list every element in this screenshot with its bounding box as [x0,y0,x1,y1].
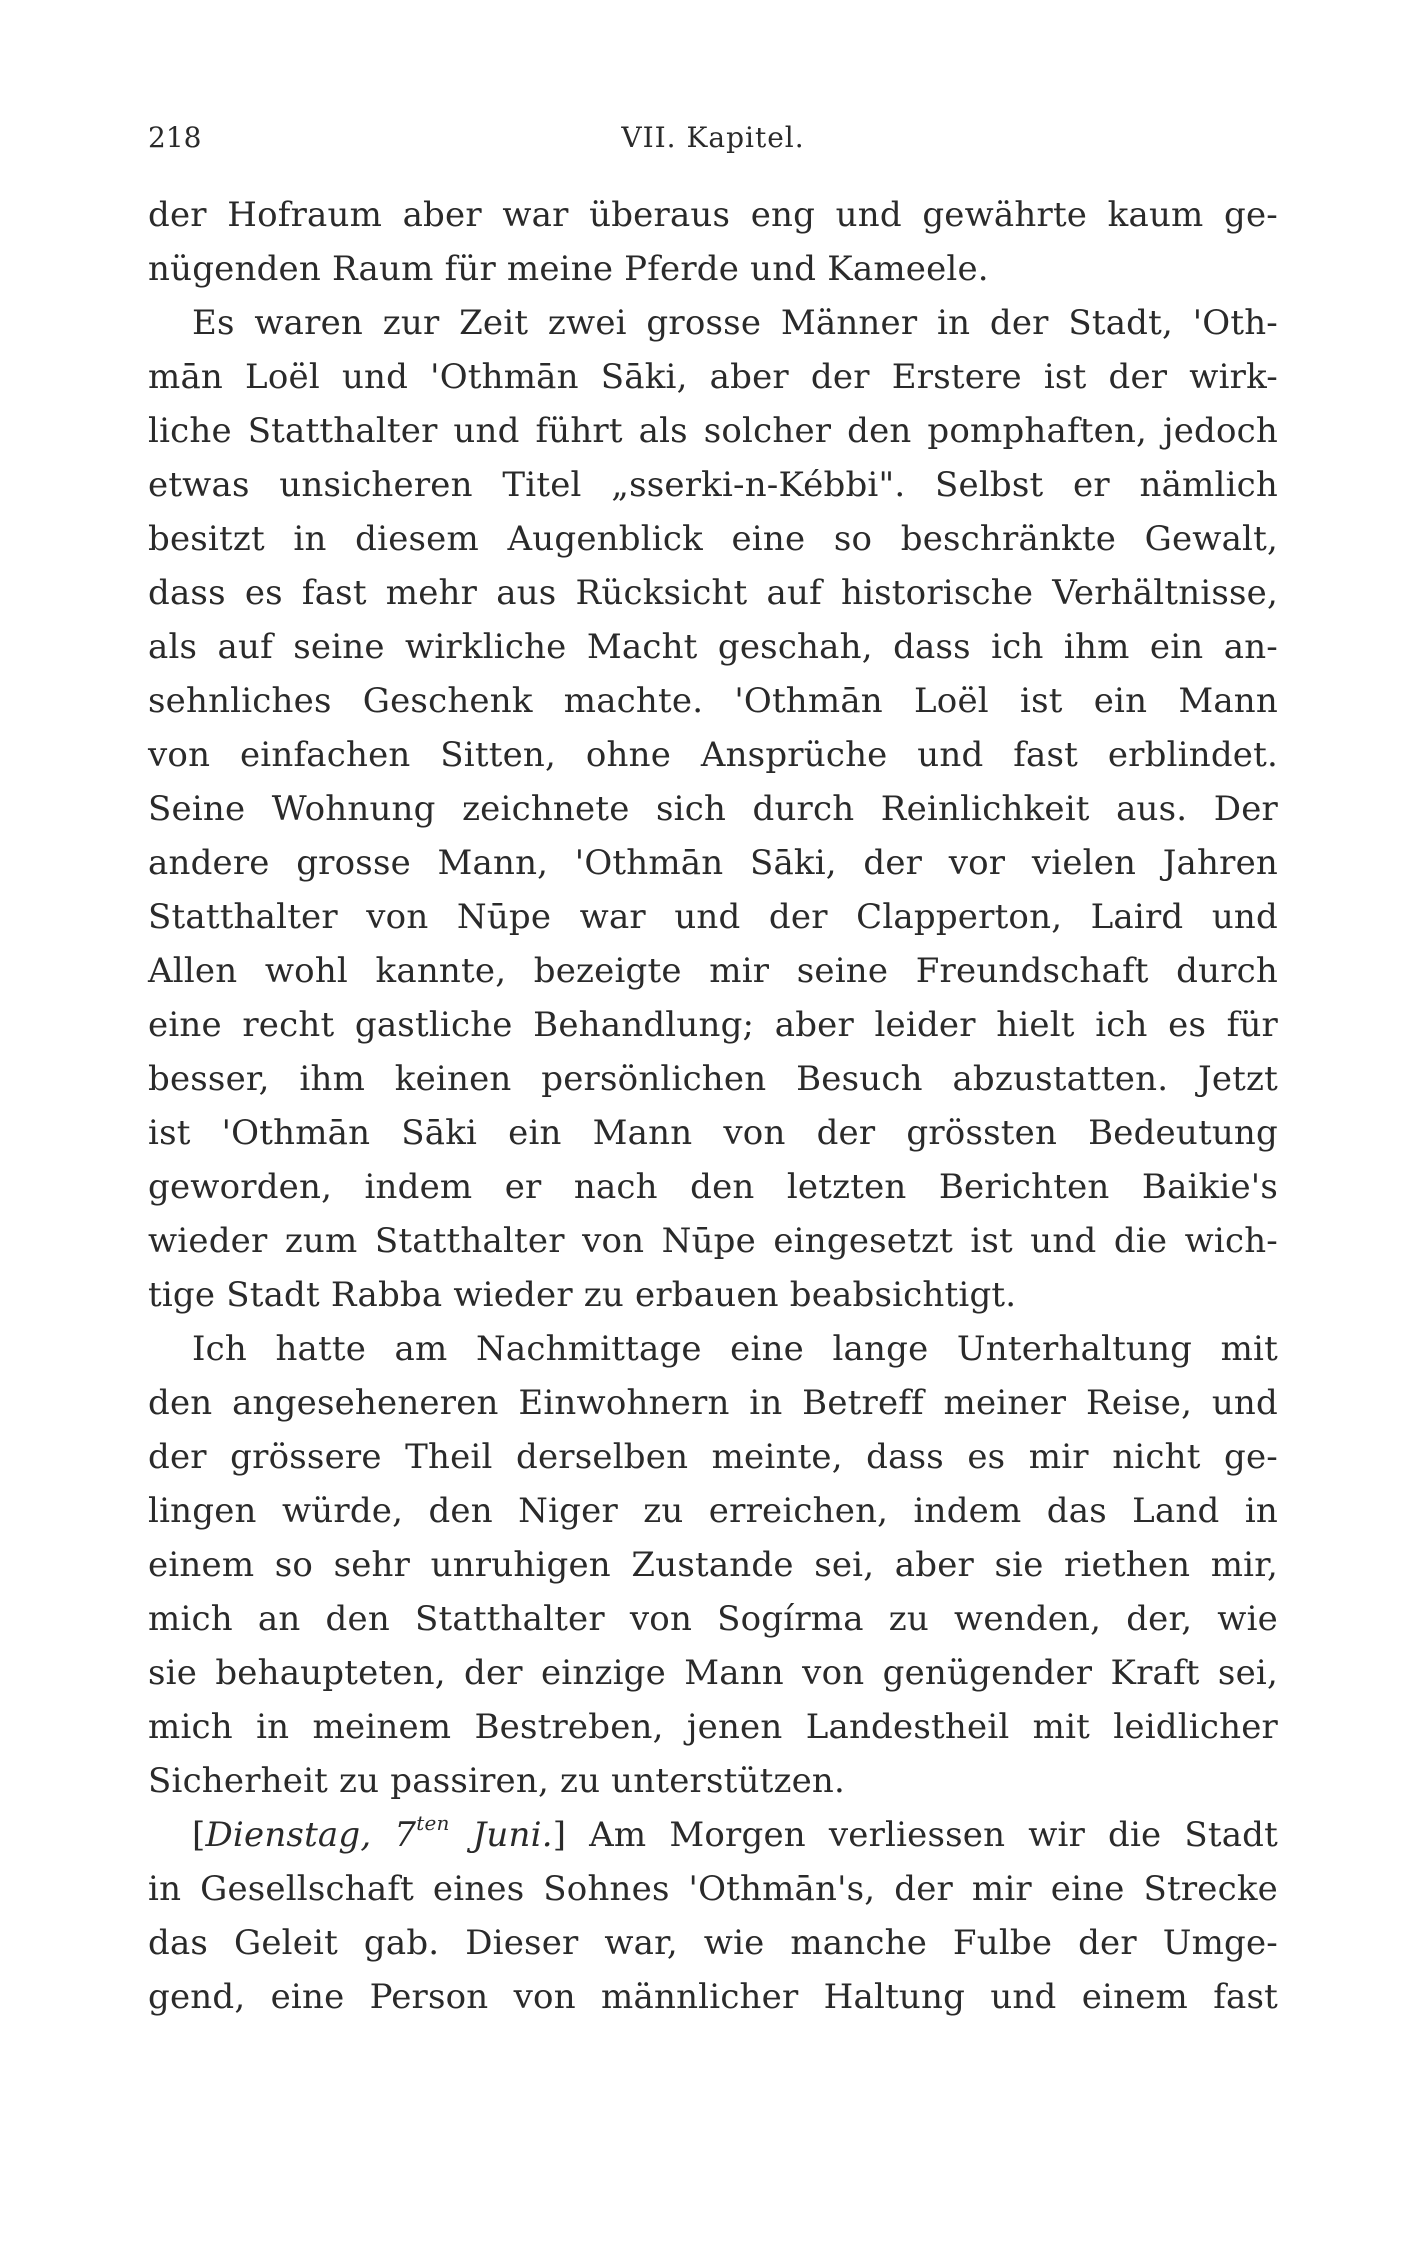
text-line: mān Loël und 'Othmān Sāki, aber der Erstere ist der wirk- [148,357,1278,397]
close-bracket: ] [552,1815,567,1855]
running-head [148,118,1278,158]
text-line: andere grosse Mann, 'Othmān Sāki, der vor vielen Jahren [148,843,1278,883]
date-note-rest: Am Morgen verliessen wir die Stadt [566,1815,1279,1855]
text-line: geworden, indem er nach den letzten Berichten Baikie's [148,1167,1278,1207]
text-line: Statthalter von Nūpe war und der Clapperton, Laird und [148,897,1278,937]
text-line: Es waren zur Zeit zwei grosse Männer in der Stadt, 'Oth- [192,303,1278,343]
text-line: Allen wohl kannte, bezeigte mir seine Freundschaft durch [148,951,1278,991]
text-line: gend, eine Person von männlicher Haltung und einem fast [148,1977,1278,2017]
text-line: wieder zum Statthalter von Nūpe eingesetzt ist und die wich- [148,1221,1278,1261]
text-line: von einfachen Sitten, ohne Ansprüche und fast erblindet. [148,735,1278,775]
text-line: dass es fast mehr aus Rücksicht auf historische Verhältnisse, [148,573,1278,613]
text-line: in Gesellschaft eines Sohnes 'Othmān's, der mir eine Strecke [148,1869,1278,1909]
body-text [148,188,1278,2024]
text-line: nügenden Raum für meine Pferde und Kameele. [148,249,989,289]
text-line: etwas unsicheren Titel „sserki-n-Kébbi". Selbst er nämlich [148,465,1278,505]
text-line: das Geleit gab. Dieser war, wie manche Fulbe der Umge- [148,1923,1278,1963]
text-line: ist 'Othmān Sāki ein Mann von der grössten Bedeutung [148,1113,1278,1153]
text-line: der Hofraum aber war überaus eng und gewährte kaum ge- [148,195,1278,235]
text-line: besser, ihm keinen persönlichen Besuch abzustatten. Jetzt [148,1059,1278,1099]
text-line: mich in meinem Bestreben, jenen Landestheil mit leidlicher [148,1707,1278,1747]
page-number: 218 [148,121,202,154]
text-line: den angeseheneren Einwohnern in Betreff meiner Reise, und [148,1383,1278,1423]
text-line: Sicherheit zu passiren, zu unterstützen. [148,1761,846,1801]
day: 7 [394,1815,417,1855]
month: Juni. [472,1815,553,1855]
day-suffix: ten [416,1810,450,1835]
text-line: der grössere Theil derselben meinte, dass es mir nicht ge- [148,1437,1278,1477]
text-line: als auf seine wirkliche Macht geschah, dass ich ihm ein an- [148,627,1278,667]
date-note-line [148,1808,1278,1862]
text-line: eine recht gastliche Behandlung; aber leider hielt ich es für [148,1005,1278,1045]
text-line: sie behaupteten, der einzige Mann von genügender Kraft sei, [148,1653,1278,1693]
open-bracket: [ [192,1815,206,1855]
text-line: besitzt in diesem Augenblick eine so beschränkte Gewalt, [148,519,1278,559]
text-line: mich an den Statthalter von Sogírma zu wenden, der, wie [148,1599,1278,1639]
text-line: tige Stadt Rabba wieder zu erbauen beabsichtigt. [148,1275,1017,1315]
text-line: Ich hatte am Nachmittage eine lange Unterhaltung mit [192,1329,1278,1369]
text-line: sehnliches Geschenk machte. 'Othmān Loël ist ein Mann [148,681,1278,721]
text-line: Seine Wohnung zeichnete sich durch Reinlichkeit aus. Der [148,789,1278,829]
text-line: lingen würde, den Niger zu erreichen, indem das Land in [148,1491,1278,1531]
text-line: einem so sehr unruhigen Zustande sei, aber sie riethen mir, [148,1545,1278,1585]
text-line: liche Statthalter und führt als solcher den pomphaften, jedoch [148,411,1278,451]
weekday: Dienstag, [205,1815,372,1855]
chapter-title: VII. Kapitel. [621,121,805,154]
